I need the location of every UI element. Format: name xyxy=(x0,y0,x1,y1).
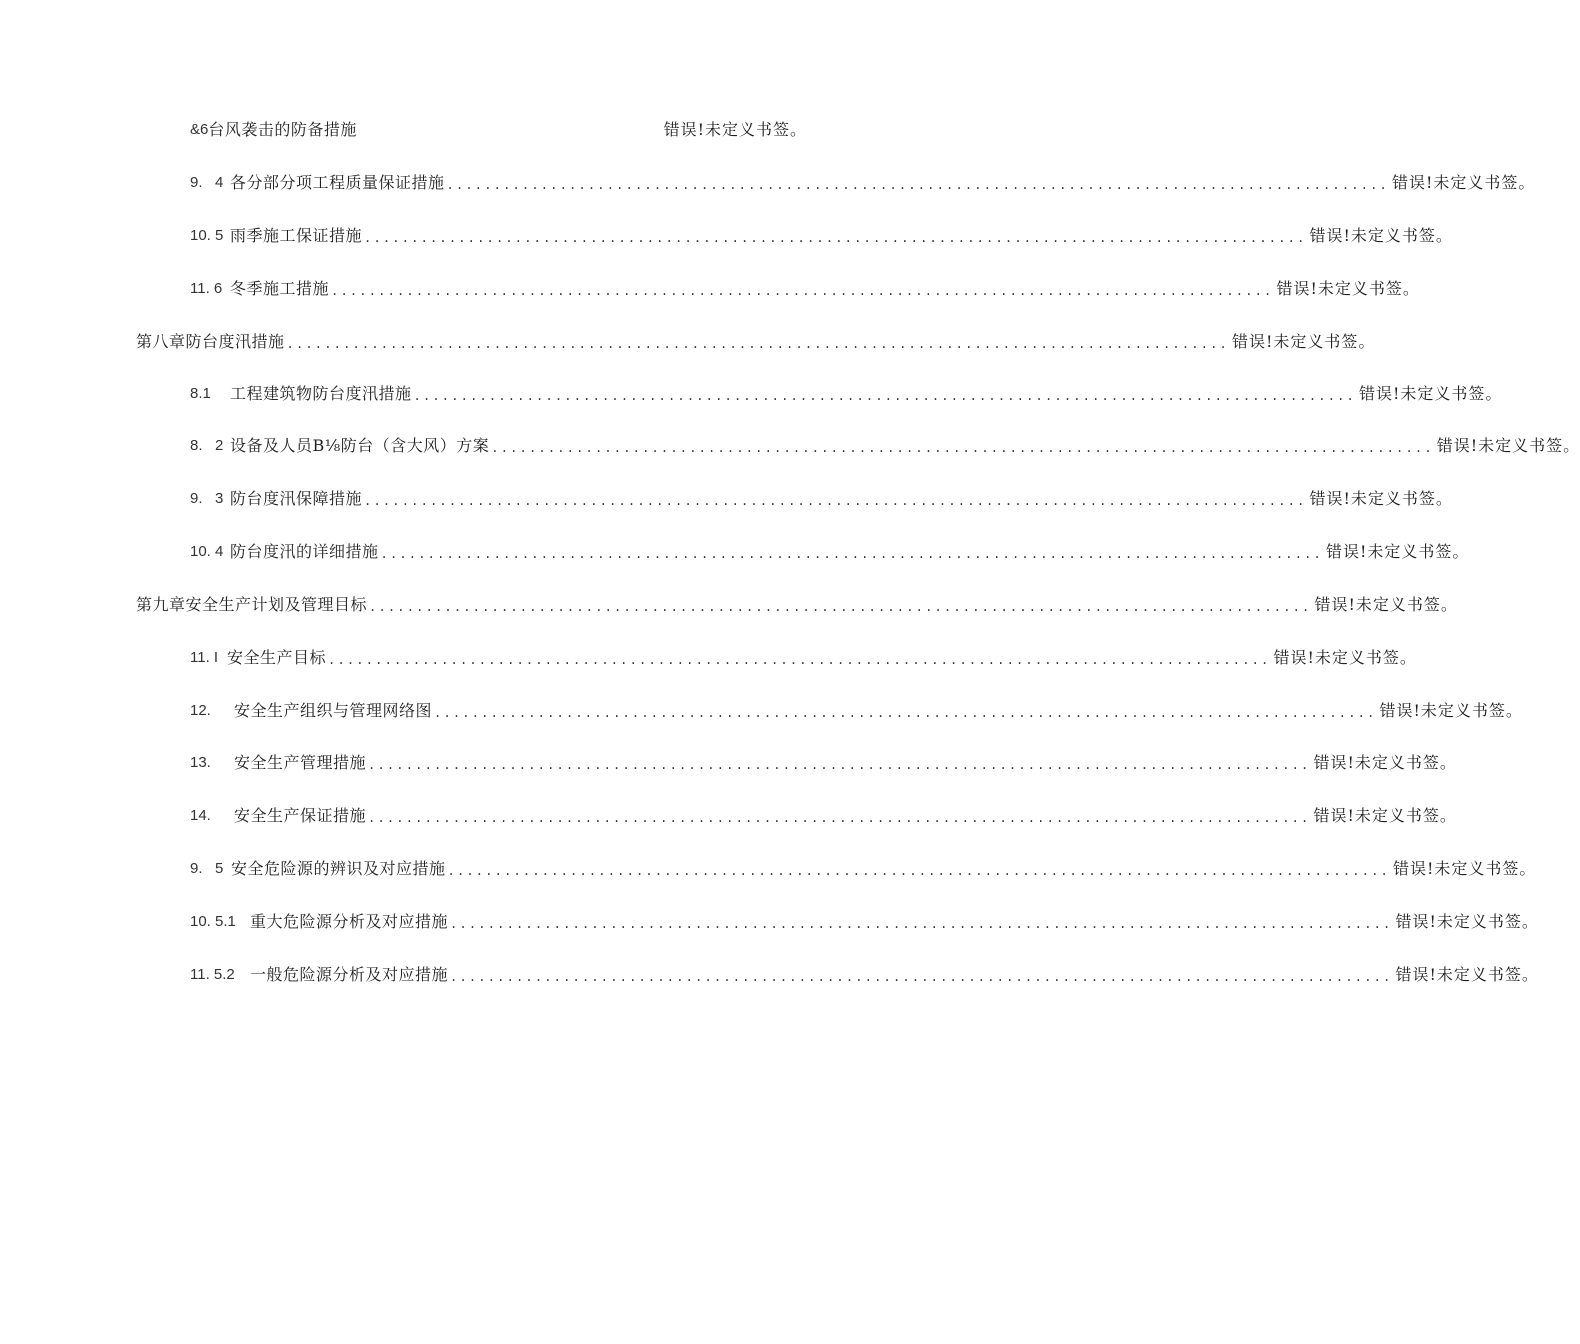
toc-entry-title: 安全危险源的辨识及对应措施 xyxy=(231,859,446,878)
toc-leader-dots: .................................................................................................... xyxy=(286,337,1229,351)
toc-entry-page: 错误!未定义书签。 xyxy=(1231,332,1376,351)
toc-entry-number: 14. xyxy=(190,807,211,824)
toc-entry[interactable] xyxy=(190,170,1536,194)
toc-entry-page: 错误!未定义书签。 xyxy=(1313,806,1457,825)
toc-entry-title: 防台度汛保障措施 xyxy=(230,489,363,508)
toc-entry-title: 防台度汛的详细措施 xyxy=(230,542,379,561)
toc-entry-page: 错误!未定义书签。 xyxy=(1391,173,1536,192)
toc-leader-dots: .................................................................................................... xyxy=(368,811,1311,825)
toc-entry-number: 12. xyxy=(190,702,211,719)
toc-entry[interactable] xyxy=(190,645,1417,669)
toc-entry[interactable] xyxy=(190,381,1503,405)
toc-leader-dots: .................................................................................................... xyxy=(413,389,1356,403)
toc-entry-title: 雨季施工保证措施 xyxy=(230,226,363,245)
toc-entry-page: 错误!未定义书签。 xyxy=(1358,384,1503,403)
toc-entry-title: 安全生产管理措施 xyxy=(234,753,367,772)
toc-entry-number: 11. 6 xyxy=(190,280,223,297)
toc-entry-number: 11. I xyxy=(190,649,219,666)
toc-entry-number: &6 xyxy=(190,121,209,138)
toc-entry-title: 设备及人员B⅛防台（含大风）方案 xyxy=(230,436,490,455)
toc-chapter-title: 第八章防台度汛措施 xyxy=(136,332,285,351)
toc-entry[interactable] xyxy=(190,486,1453,510)
toc-leader-dots: .................................................................................................... xyxy=(446,178,1389,192)
toc-entry-title: 一般危险源分析及对应措施 xyxy=(250,965,449,984)
toc-leader-dots: .................................................................................................... xyxy=(364,494,1307,508)
toc-entry-number: 10. 5 xyxy=(190,227,224,244)
toc-entry-number: 9. 4 xyxy=(190,174,224,191)
toc-entry[interactable] xyxy=(190,539,1470,563)
toc-leader-dots: .................................................................................................... xyxy=(328,653,1271,667)
toc-entry-title: 安全生产目标 xyxy=(227,648,327,667)
toc-entry[interactable] xyxy=(190,276,1420,300)
toc-entry[interactable] xyxy=(190,909,1539,933)
toc-entry-title: 台风袭击的防备措施 xyxy=(208,120,357,139)
toc-entry[interactable] xyxy=(190,698,1523,722)
toc-leader-dots: .................................................................................................... xyxy=(434,706,1377,720)
toc-entry-number: 10. 4 xyxy=(190,543,224,560)
toc-leader-dots: .................................................................................................... xyxy=(450,970,1393,984)
toc-entry-title: 重大危险源分析及对应措施 xyxy=(250,912,449,931)
toc-chapter-title: 第九章安全生产计划及管理目标 xyxy=(136,595,368,614)
toc-entry-title: 工程建筑物防台度汛措施 xyxy=(230,384,412,403)
toc-entry-number: 13. xyxy=(190,754,211,771)
toc-entry-page: 错误!未定义书签。 xyxy=(1276,279,1420,298)
toc-leader-dots: .................................................................................................... xyxy=(368,758,1311,772)
toc-entry-number: 9. 5 xyxy=(190,860,224,877)
toc-entry[interactable] xyxy=(190,223,1453,247)
toc-entry-page: 错误!未定义书签。 xyxy=(1379,701,1523,720)
toc-entry-number: 11. 5.2 xyxy=(190,966,235,983)
toc-entry-number: 8. 2 xyxy=(190,437,224,454)
toc-entry-number: 8.1 xyxy=(190,385,211,402)
toc-entry-page: 错误!未定义书签。 xyxy=(1273,648,1417,667)
toc-entry-title: 各分部分项工程质量保证措施 xyxy=(230,173,445,192)
toc-entry-page: 错误!未定义书签。 xyxy=(1395,912,1539,931)
toc-entry-page: 错误!未定义书签。 xyxy=(1309,226,1453,245)
toc-entry-page: 错误!未定义书签。 xyxy=(1314,595,1458,614)
toc-chapter-entry[interactable] xyxy=(136,592,1458,616)
toc-entry-title: 冬季施工措施 xyxy=(230,279,330,298)
toc-leader-dots: .................................................................................................... xyxy=(380,547,1323,561)
toc-entry-page: 错误!未定义书签。 xyxy=(663,120,807,139)
toc-entry[interactable] xyxy=(190,803,1457,827)
toc-entry-page: 错误!未定义书签。 xyxy=(1313,753,1457,772)
toc-entry-page: 错误!未定义书签。 xyxy=(1325,542,1470,561)
toc-chapter-entry[interactable] xyxy=(136,329,1376,353)
toc-entry-title: 安全生产保证措施 xyxy=(234,806,367,825)
toc-leader-dots: .................................................................................................... xyxy=(447,864,1390,878)
toc-entry-page: 错误!未定义书签。 xyxy=(1309,489,1453,508)
toc-entry-title: 安全生产组织与管理网络图 xyxy=(234,701,433,720)
toc-leader-dots: .................................................................................................... xyxy=(369,600,1312,614)
toc-leader-dots: .................................................................................................... xyxy=(491,441,1434,455)
toc-entry[interactable] xyxy=(190,117,807,141)
toc-entry-number: 9. 3 xyxy=(190,490,224,507)
toc-entry-page: 错误!未定义书签。 xyxy=(1392,859,1537,878)
toc-entry[interactable] xyxy=(190,856,1537,880)
toc-leader-dots: .................................................................................................... xyxy=(364,231,1307,245)
toc-entry[interactable] xyxy=(190,962,1539,986)
toc-entry[interactable] xyxy=(190,433,1580,457)
toc-entry-page: 错误!未定义书签。 xyxy=(1395,965,1539,984)
toc-entry-page: 错误!未定义书签。 xyxy=(1436,436,1580,455)
toc-entry[interactable] xyxy=(190,750,1457,774)
toc-entry-number: 10. 5.1 xyxy=(190,913,236,930)
toc-leader-dots: .................................................................................................... xyxy=(331,284,1274,298)
toc-leader-dots: .................................................................................................... xyxy=(450,917,1393,931)
